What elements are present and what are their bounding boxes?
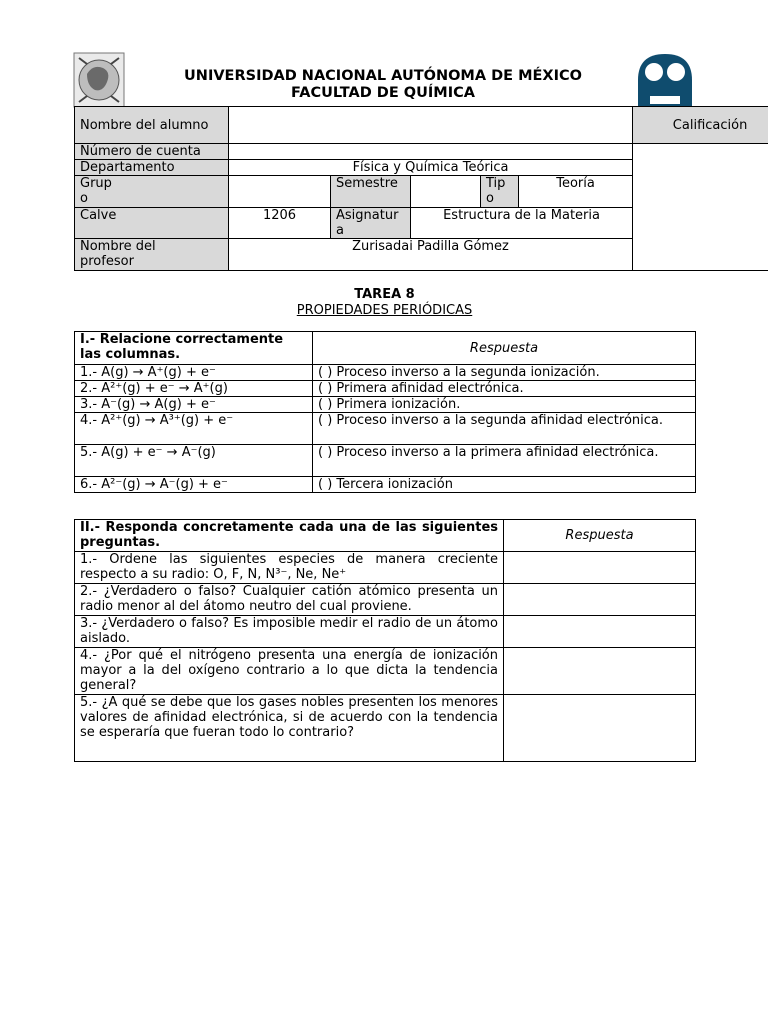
student-name-field[interactable] [229, 107, 633, 144]
answer-field[interactable] [504, 584, 696, 616]
question-item: 2.- ¿Verdadero o falso? Cualquier catión atómico presenta un radio menor al del átomo neutro del cual proviene. [75, 584, 504, 616]
matching-right-item[interactable]: ( ) Proceso inverso a la primera afinidad electrónica. [313, 445, 696, 477]
student-name-label: Nombre del alumno [75, 107, 229, 144]
matching-right-item[interactable]: ( ) Primera ionización. [313, 397, 696, 413]
owl-icon [636, 52, 694, 108]
professor-value: Zurisadai Padilla Gómez [229, 239, 633, 271]
matching-left-item: 2.- A²⁺(g) + e⁻ → A⁺(g) [75, 381, 313, 397]
department-value: Física y Química Teórica [229, 160, 633, 176]
matching-right-item[interactable]: ( ) Proceso inverso a la segunda ionización. [313, 365, 696, 381]
matching-left-item: 5.- A(g) + e⁻ → A⁻(g) [75, 445, 313, 477]
task-subtitle: PROPIEDADES PERIÓDICAS [296, 303, 473, 318]
questions-table [74, 519, 696, 762]
subject-value: Estructura de la Materia [411, 208, 633, 239]
question-item: 4.- ¿Por qué el nitrógeno presenta una energía de ionización mayor a la del oxígeno contrario a lo que dicta la tendencia general? [75, 648, 504, 695]
unam-seal-icon [73, 52, 125, 108]
section1-heading: I.- Relacione correctamente las columnas. [75, 332, 313, 365]
group-field[interactable] [229, 176, 331, 208]
type-value: Teoría [519, 176, 633, 208]
question-item: 3.- ¿Verdadero o falso? Es imposible medir el radio de un átomo aislado. [75, 616, 504, 648]
matching-right-item[interactable]: ( ) Proceso inverso a la segunda afinidad electrónica. [313, 413, 696, 445]
semester-label: Semestre [331, 176, 411, 208]
matching-left-item: 1.- A(g) → A⁺(g) + e⁻ [75, 365, 313, 381]
answer-field[interactable] [504, 616, 696, 648]
calve-value: 1206 [229, 208, 331, 239]
matching-left-item: 4.- A²⁺(g) → A³⁺(g) + e⁻ [75, 413, 313, 445]
subject-label: Asignatura [331, 208, 411, 239]
section2-answer-header: Respuesta [504, 520, 696, 552]
question-item: 1.- Ordene las siguientes especies de manera creciente respecto a su radio: O, F, N, N³⁻, Ne, Ne⁺ [75, 552, 504, 584]
answer-field[interactable] [504, 648, 696, 695]
task-title: TAREA 8 [354, 287, 415, 302]
student-info-table [74, 106, 768, 271]
answer-field[interactable] [504, 552, 696, 584]
question-item: 5.- ¿A qué se debe que los gases nobles presenten los menores valores de afinidad electrónica, si de acuerdo con la tendencia se esperaría que fueran todo lo contrario? [75, 695, 504, 762]
matching-left-item: 6.- A²⁻(g) → A⁻(g) + e⁻ [75, 477, 313, 493]
grade-field[interactable] [633, 144, 768, 271]
answer-field[interactable] [504, 695, 696, 762]
semester-field[interactable] [411, 176, 481, 208]
matching-table [74, 331, 696, 493]
professor-label: Nombre del profesor [75, 239, 229, 271]
faculty-title: FACULTAD DE QUÍMICA [291, 85, 475, 101]
matching-right-item[interactable]: ( ) Primera afinidad electrónica. [313, 381, 696, 397]
account-number-field[interactable] [229, 144, 633, 160]
matching-right-item[interactable]: ( ) Tercera ionización [313, 477, 696, 493]
account-number-label: Número de cuenta [75, 144, 229, 160]
matching-left-item: 3.- A⁻(g) → A(g) + e⁻ [75, 397, 313, 413]
department-label: Departamento [75, 160, 229, 176]
group-label: Grupo [75, 176, 229, 208]
type-label: Tipo [481, 176, 519, 208]
calve-label: Calve [75, 208, 229, 239]
grade-label: Calificación [633, 107, 768, 144]
university-title: UNIVERSIDAD NACIONAL AUTÓNOMA DE MÉXICO [184, 68, 582, 84]
section1-answer-header: Respuesta [313, 332, 696, 365]
section2-heading: II.- Responda concretamente cada una de las siguientes preguntas. [75, 520, 504, 552]
